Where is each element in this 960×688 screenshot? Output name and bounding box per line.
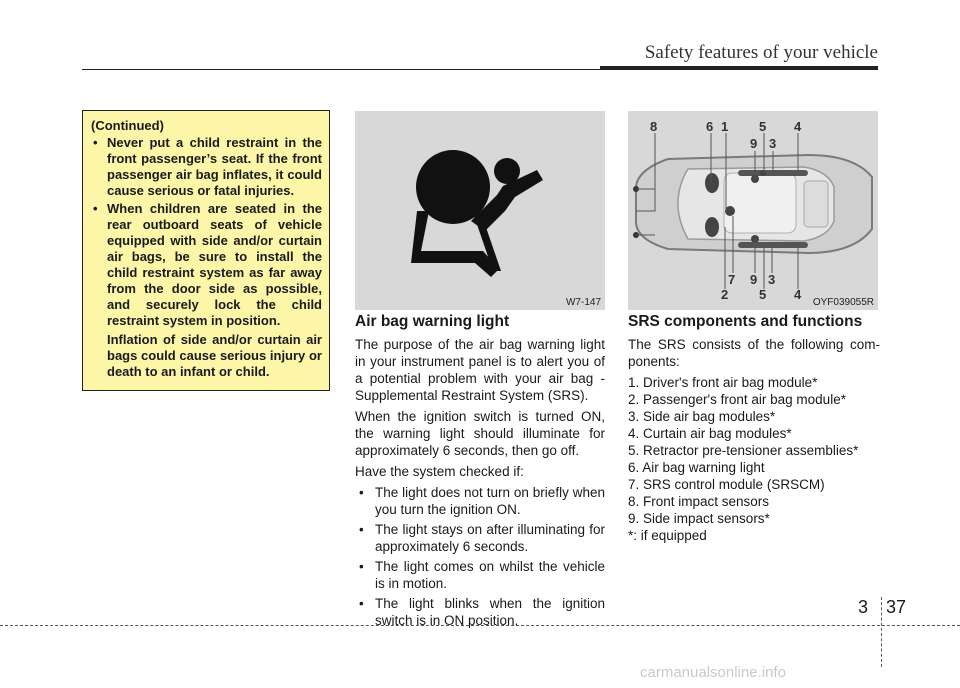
paragraph: The SRS consists of the following com-ponents: xyxy=(628,337,880,369)
list-item: 6. Air bag warning light xyxy=(628,460,765,475)
airbag-warning-section xyxy=(355,313,605,632)
paragraph: The purpose of the air bag warning light in your instrument panel is to alert you of a potential problem with your air bag - Supplemental Restraint System (SRS). xyxy=(355,337,605,403)
chapter-number: 3 xyxy=(858,597,869,617)
header-accent-bar xyxy=(600,66,878,70)
paragraph: Have the system checked if: xyxy=(355,464,524,479)
callout-label: 1 xyxy=(721,119,729,134)
callout-label: 4 xyxy=(794,119,802,134)
list-item: 5. Retractor pre-tensioner assemblies* xyxy=(628,443,859,458)
watermark: carmanualsonline.info xyxy=(640,664,786,681)
list-item: 9. Side impact sensors* xyxy=(628,511,770,526)
srs-components-section xyxy=(628,313,880,544)
footnote: *: if equipped xyxy=(628,528,707,543)
list-item: • The light comes on whilst the vehicle is in motion. xyxy=(355,558,605,592)
callout-label: 9 xyxy=(750,272,758,287)
running-header: Safety features of your vehicle xyxy=(644,42,878,63)
airbag-warning-icon xyxy=(355,111,605,310)
list-item: 3. Side air bag modules* xyxy=(628,409,776,424)
list-item: 7. SRS control module (SRSCM) xyxy=(628,477,825,492)
list-item: 2. Passenger's front air bag module* xyxy=(628,392,846,407)
footer-separator xyxy=(881,597,882,667)
callout-label: 5 xyxy=(759,119,767,134)
list-item: 4. Curtain air bag modules* xyxy=(628,426,792,441)
list-item: 8. Front impact sensors xyxy=(628,494,770,509)
callout-label: 7 xyxy=(728,272,736,287)
section-title: Air bag warning light xyxy=(355,313,510,330)
callout-label: 9 xyxy=(750,136,758,151)
list-item: • The light stays on after illuminating for approximately 6 seconds. xyxy=(355,521,605,555)
car-top-view-diagram xyxy=(628,111,878,310)
airbag-warning-figure xyxy=(355,111,605,310)
callout-label: 3 xyxy=(768,272,776,287)
callout-label: 4 xyxy=(794,287,802,302)
list-item: 1. Driver's front air bag module* xyxy=(628,375,818,390)
warning-bullet: • When children are seated in the rear outboard seats of vehicle equipped with side and/or curtain air bags, be sure to install the child restraint system as far away from the door side as possible, and securely lock the child restraint system in position. xyxy=(91,201,322,329)
footer-rule xyxy=(0,625,960,626)
figure-code: W7-147 xyxy=(565,297,601,308)
continued-label: (Continued) xyxy=(91,118,164,133)
callout-label: 5 xyxy=(759,287,767,302)
callout-label: 6 xyxy=(706,119,714,134)
callout-label: 8 xyxy=(650,119,658,134)
list-item: • The light does not turn on briefly when you turn the ignition ON. xyxy=(355,484,605,518)
callout-label: 2 xyxy=(721,287,729,302)
warning-box xyxy=(82,110,330,391)
callout-label: 3 xyxy=(769,136,777,151)
warning-paragraph: Inflation of side and/or curtain air bags could cause serious injury or death to an infant or child. xyxy=(107,332,322,379)
section-title: SRS components and functions xyxy=(628,313,863,330)
warning-bullet: • Never put a child restraint in the front passenger’s seat. If the front passenger air bag inflates, it could cause serious or fatal injuries. xyxy=(91,135,322,199)
paragraph: When the ignition switch is turned ON, the warning light should illuminate for approximately 6 seconds, then go off. xyxy=(355,409,605,458)
figure-code: OYF039055R xyxy=(812,297,874,308)
srs-components-figure xyxy=(628,111,878,310)
page-number: 37 xyxy=(886,597,907,617)
list-item: • The light blinks when the ignition switch is in ON position. xyxy=(355,595,605,629)
